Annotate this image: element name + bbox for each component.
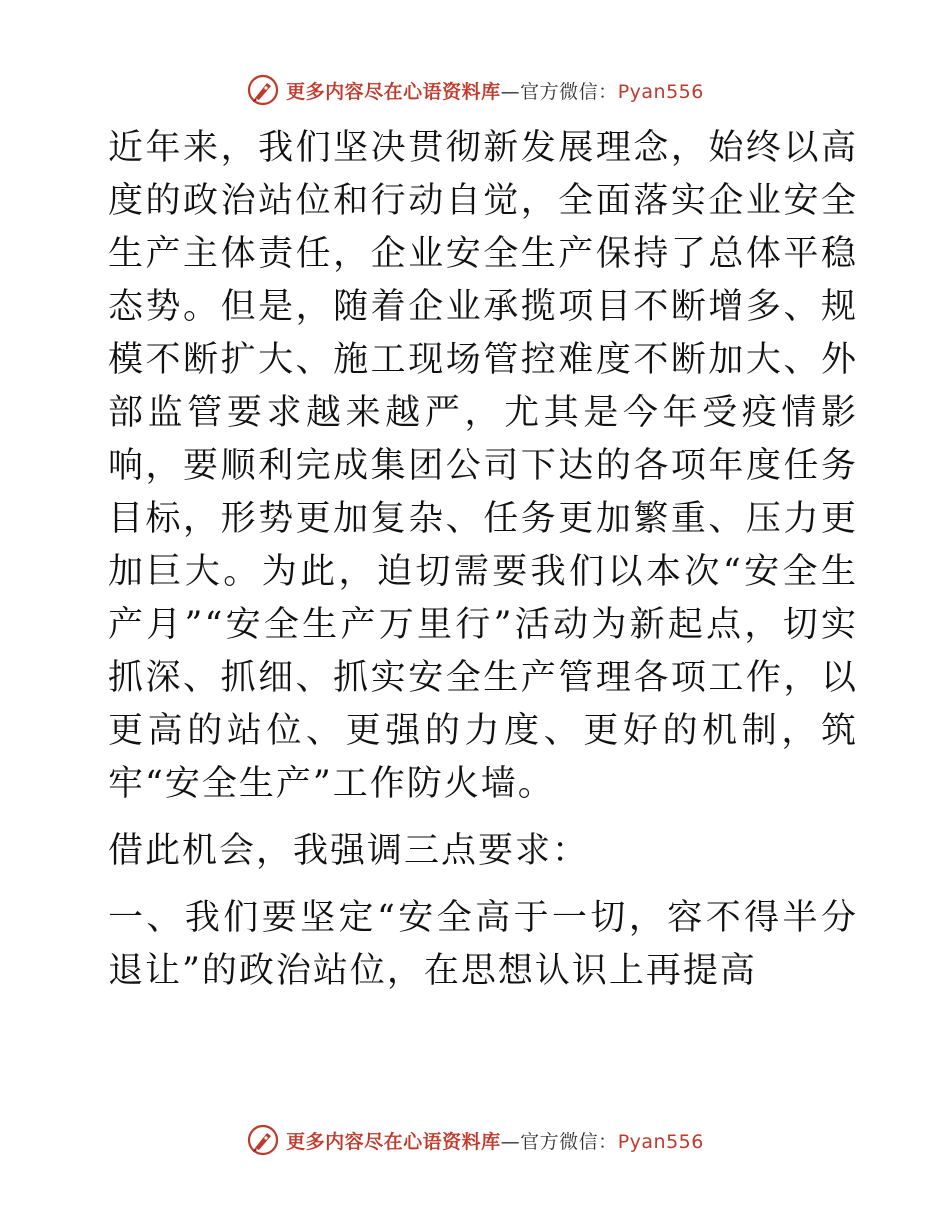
paragraph-requirement-one: 一、我们要坚定“安全高于一切，容不得半分退让”的政治站位，在思想认识上再提高 xyxy=(108,898,858,991)
paragraph-requirements-lead: 借此机会，我强调三点要求： xyxy=(108,831,590,871)
document-body xyxy=(98,122,858,998)
footer-watermark xyxy=(0,1120,950,1160)
watermark-text: 更多内容尽在心语资料库—官方微信：Pyan556 xyxy=(286,80,704,103)
pen-nib-logo-icon xyxy=(246,73,280,107)
paragraph-intro: 近年来，我们坚决贯彻新发展理念，始终以高度的政治站位和行动自觉，全面落实企业安全生产主体责任，企业安全生产保持了总体平稳态势。但是，随着企业承揽项目不断增多、规模不断扩大、施工现场管控难度不断加大、外部监管要求越来越严，尤其是今年受疫情影响，要顺利完成集团公司下达的各项年度任务目标，形势更加复杂、任务更加繁重、压力更加巨大。为此，迫切需要我们以本次“安全生产月”“安全生产万里行”活动为新起点，切实抓深、抓细、抓实安全生产管理各项工作，以更高的站位、更强的力度、更好的机制，筑牢“安全生产”工作防火墙。 xyxy=(108,128,858,804)
pen-nib-logo-icon xyxy=(246,1123,280,1157)
header-watermark xyxy=(0,70,950,110)
watermark-text: 更多内容尽在心语资料库—官方微信：Pyan556 xyxy=(286,1130,704,1153)
